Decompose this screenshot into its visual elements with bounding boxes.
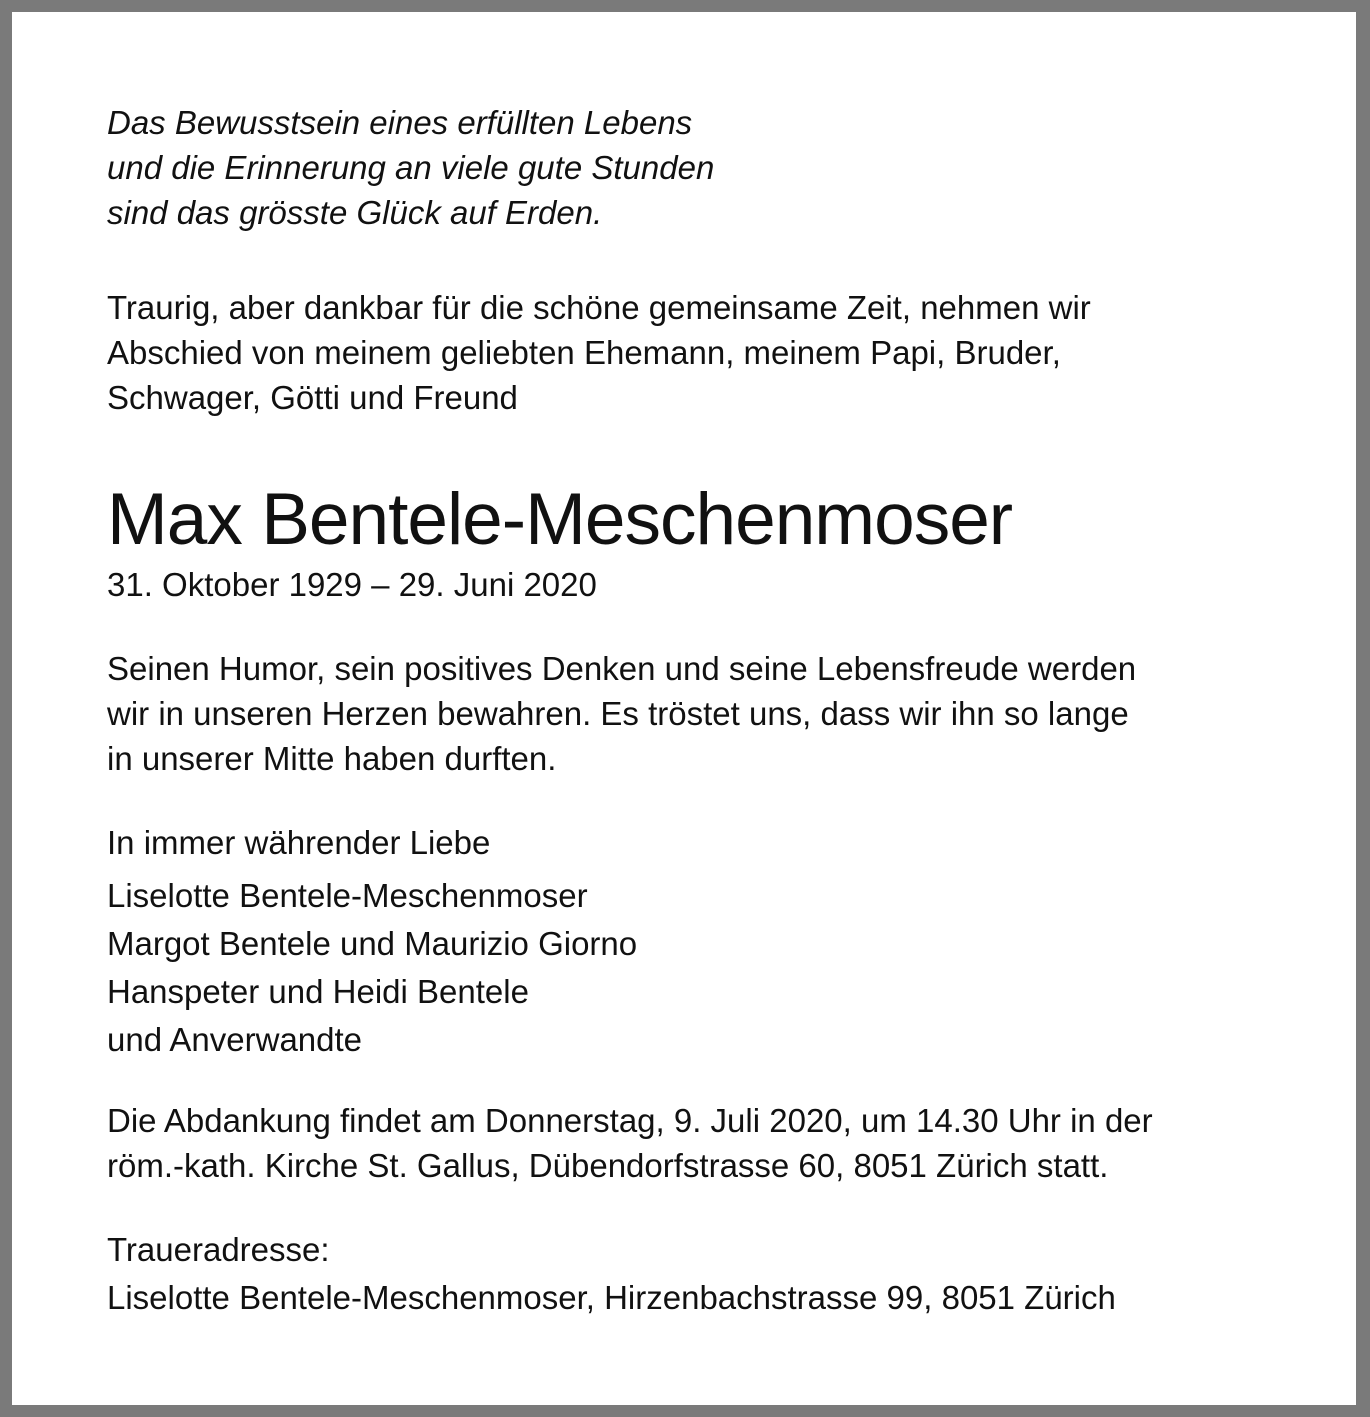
motto-line: sind das grösste Glück auf Erden.: [107, 194, 603, 231]
family-member: und Anverwandte: [107, 1021, 363, 1058]
address-value: Liselotte Bentele-Meschenmoser, Hirzenbachstrasse 99, 8051 Zürich: [107, 1279, 1116, 1316]
motto-line: und die Erinnerung an viele gute Stunden: [107, 149, 715, 186]
family-member: Liselotte Bentele-Meschenmoser: [107, 877, 588, 914]
intro-line: Schwager, Götti und Freund: [107, 379, 518, 416]
deceased-name: Max Bentele-Meschenmoser: [107, 479, 1013, 560]
tribute-line: Seinen Humor, sein positives Denken und seine Lebensfreude werden: [107, 650, 1137, 687]
tribute-line: in unserer Mitte haben durften.: [107, 740, 557, 777]
intro-line: Traurig, aber dankbar für die schöne gemeinsame Zeit, nehmen wir: [107, 289, 1091, 326]
obituary-page: [12, 12, 1356, 1405]
service-line: Die Abdankung findet am Donnerstag, 9. Juli 2020, um 14.30 Uhr in der: [107, 1102, 1153, 1139]
tribute-paragraph: [107, 646, 1136, 781]
closing-phrase: In immer währender Liebe: [107, 824, 491, 861]
family-member: Hanspeter und Heidi Bentele: [107, 973, 529, 1010]
family-member: Margot Bentele und Maurizio Giorno: [107, 925, 638, 962]
motto-quote: [107, 100, 714, 235]
service-info: [107, 1098, 1153, 1188]
mourning-address: [107, 1226, 1116, 1322]
service-line: röm.-kath. Kirche St. Gallus, Dübendorfstrasse 60, 8051 Zürich statt.: [107, 1147, 1109, 1184]
family-list: [107, 872, 637, 1064]
life-dates: 31. Oktober 1929 – 29. Juni 2020: [107, 566, 597, 603]
motto-line: Das Bewusstsein eines erfüllten Lebens: [107, 104, 693, 141]
address-label: Traueradresse:: [107, 1231, 330, 1268]
intro-paragraph: [107, 285, 1091, 420]
tribute-line: wir in unseren Herzen bewahren. Es tröstet uns, dass wir ihn so lange: [107, 695, 1129, 732]
intro-line: Abschied von meinem geliebten Ehemann, meinem Papi, Bruder,: [107, 334, 1061, 371]
